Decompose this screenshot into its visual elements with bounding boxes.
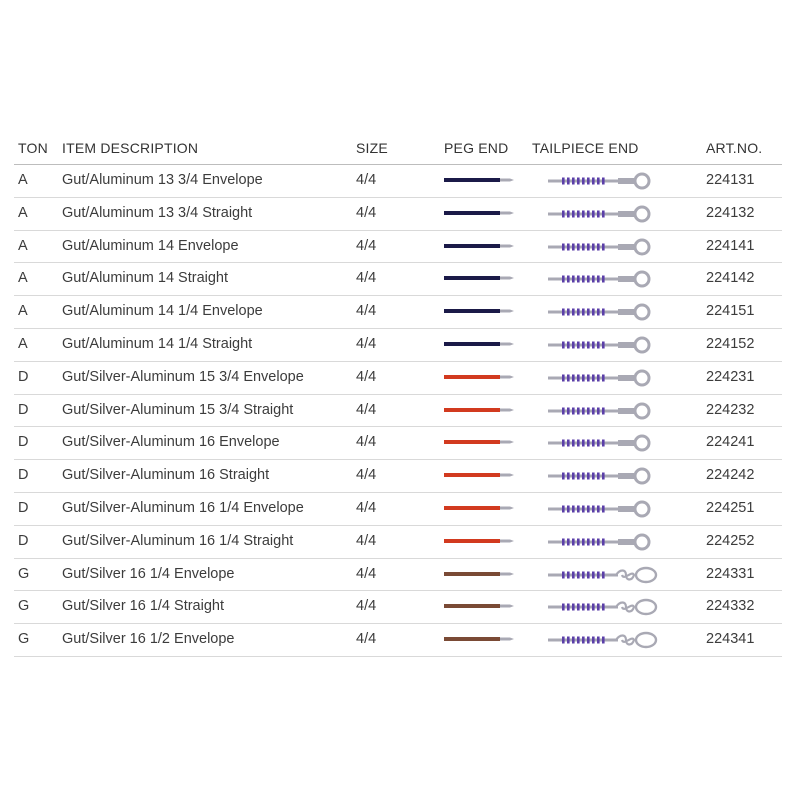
- cell-item-description: Gut/Aluminum 14 Envelope: [62, 237, 239, 254]
- cell-ton: A: [18, 204, 28, 221]
- cell-art-no: 224142: [706, 270, 755, 287]
- table-row: [14, 395, 782, 428]
- peg-end-string-icon: [444, 338, 516, 350]
- table-row: [14, 198, 782, 231]
- cell-art-no: 224132: [706, 204, 755, 221]
- cell-size: 4/4: [356, 303, 377, 320]
- cell-size: 4/4: [356, 401, 377, 418]
- peg-end-string-icon: [444, 502, 516, 514]
- cell-art-no: 224251: [706, 499, 755, 516]
- cell-ton: D: [18, 401, 29, 418]
- table-row: [14, 460, 782, 493]
- cell-size: 4/4: [356, 467, 377, 484]
- peg-end-string-icon: [444, 568, 516, 580]
- cell-ton: A: [18, 335, 28, 352]
- tailpiece-ring-end-icon: [532, 265, 662, 293]
- cell-item-description: Gut/Silver-Aluminum 16 1/4 Straight: [62, 532, 294, 549]
- peg-end-string-icon: [444, 600, 516, 612]
- table-row: [14, 231, 782, 264]
- header-item-description: ITEM DESCRIPTION: [62, 140, 199, 156]
- cell-item-description: Gut/Silver-Aluminum 16 Straight: [62, 467, 270, 484]
- cell-art-no: 224332: [706, 598, 755, 615]
- cell-ton: A: [18, 172, 28, 188]
- cell-ton: G: [18, 631, 30, 648]
- header-art-no: ART.NO.: [706, 140, 763, 156]
- table-row: [14, 526, 782, 559]
- cell-item-description: Gut/Silver-Aluminum 15 3/4 Straight: [62, 401, 294, 418]
- cell-size: 4/4: [356, 434, 377, 451]
- table-header: [14, 134, 782, 165]
- cell-size: 4/4: [356, 565, 377, 582]
- tailpiece-ring-end-icon: [532, 233, 662, 261]
- cell-art-no: 224151: [706, 303, 755, 320]
- cell-art-no: 224152: [706, 335, 755, 352]
- peg-end-string-icon: [444, 633, 516, 645]
- cell-ton: A: [18, 303, 28, 320]
- tailpiece-loop-end-icon: [532, 626, 662, 654]
- tailpiece-ring-end-icon: [532, 495, 662, 523]
- table-row: [14, 493, 782, 526]
- cell-size: 4/4: [356, 499, 377, 516]
- tailpiece-ring-end-icon: [532, 528, 662, 556]
- cell-item-description: Gut/Aluminum 14 Straight: [62, 270, 229, 287]
- cell-ton: D: [18, 532, 29, 549]
- table-body: [14, 165, 782, 657]
- peg-end-string-icon: [444, 535, 516, 547]
- header-peg-end: PEG END: [444, 140, 509, 156]
- peg-end-string-icon: [444, 174, 516, 186]
- cell-size: 4/4: [356, 631, 377, 648]
- cell-ton: A: [18, 270, 28, 287]
- cell-art-no: 224141: [706, 237, 755, 254]
- cell-art-no: 224341: [706, 631, 755, 648]
- cell-art-no: 224252: [706, 532, 755, 549]
- tailpiece-ring-end-icon: [532, 167, 662, 195]
- peg-end-string-icon: [444, 305, 516, 317]
- cell-art-no: 224232: [706, 401, 755, 418]
- cell-item-description: Gut/Aluminum 13 3/4 Straight: [62, 204, 253, 221]
- header-size: SIZE: [356, 140, 388, 156]
- cell-ton: D: [18, 368, 29, 385]
- table-row: [14, 362, 782, 395]
- tailpiece-ring-end-icon: [532, 331, 662, 359]
- cell-item-description: Gut/Aluminum 14 1/4 Envelope: [62, 303, 263, 320]
- cell-ton: D: [18, 499, 29, 516]
- cell-art-no: 224241: [706, 434, 755, 451]
- cell-item-description: Gut/Silver 16 1/4 Straight: [62, 598, 224, 615]
- peg-end-string-icon: [444, 404, 516, 416]
- cell-ton: G: [18, 598, 30, 615]
- cell-ton: D: [18, 467, 29, 484]
- table-row: [14, 165, 782, 198]
- table-row: [14, 329, 782, 362]
- peg-end-string-icon: [444, 436, 516, 448]
- cell-ton: A: [18, 237, 28, 254]
- tailpiece-ring-end-icon: [532, 397, 662, 425]
- table-row: [14, 559, 782, 592]
- table-row: [14, 427, 782, 460]
- tailpiece-ring-end-icon: [532, 200, 662, 228]
- cell-item-description: Gut/Silver-Aluminum 16 Envelope: [62, 434, 280, 451]
- tailpiece-ring-end-icon: [532, 462, 662, 490]
- cell-size: 4/4: [356, 532, 377, 549]
- table-row: [14, 263, 782, 296]
- cell-item-description: Gut/Silver 16 1/2 Envelope: [62, 631, 235, 648]
- cell-size: 4/4: [356, 598, 377, 615]
- cell-item-description: Gut/Aluminum 14 1/4 Straight: [62, 335, 253, 352]
- table-row: [14, 624, 782, 657]
- cell-size: 4/4: [356, 172, 377, 188]
- cell-size: 4/4: [356, 237, 377, 254]
- table-row: [14, 296, 782, 329]
- header-ton: TON: [18, 140, 48, 156]
- cell-item-description: Gut/Silver 16 1/4 Envelope: [62, 565, 235, 582]
- cell-art-no: 224242: [706, 467, 755, 484]
- string-catalog-table: [14, 134, 782, 657]
- peg-end-string-icon: [444, 469, 516, 481]
- peg-end-string-icon: [444, 240, 516, 252]
- tailpiece-loop-end-icon: [532, 593, 662, 621]
- peg-end-string-icon: [444, 371, 516, 383]
- cell-art-no: 224131: [706, 172, 755, 188]
- tailpiece-loop-end-icon: [532, 561, 662, 589]
- peg-end-string-icon: [444, 272, 516, 284]
- tailpiece-ring-end-icon: [532, 429, 662, 457]
- cell-art-no: 224231: [706, 368, 755, 385]
- cell-item-description: Gut/Silver-Aluminum 16 1/4 Envelope: [62, 499, 304, 516]
- cell-size: 4/4: [356, 204, 377, 221]
- tailpiece-ring-end-icon: [532, 298, 662, 326]
- cell-size: 4/4: [356, 368, 377, 385]
- header-tailpiece-end: TAILPIECE END: [532, 140, 639, 156]
- cell-ton: D: [18, 434, 29, 451]
- cell-item-description: Gut/Silver-Aluminum 15 3/4 Envelope: [62, 368, 304, 385]
- cell-art-no: 224331: [706, 565, 755, 582]
- tailpiece-ring-end-icon: [532, 364, 662, 392]
- cell-ton: G: [18, 565, 30, 582]
- peg-end-string-icon: [444, 207, 516, 219]
- cell-size: 4/4: [356, 270, 377, 287]
- cell-item-description: Gut/Aluminum 13 3/4 Envelope: [62, 172, 263, 188]
- cell-size: 4/4: [356, 335, 377, 352]
- table-row: [14, 591, 782, 624]
